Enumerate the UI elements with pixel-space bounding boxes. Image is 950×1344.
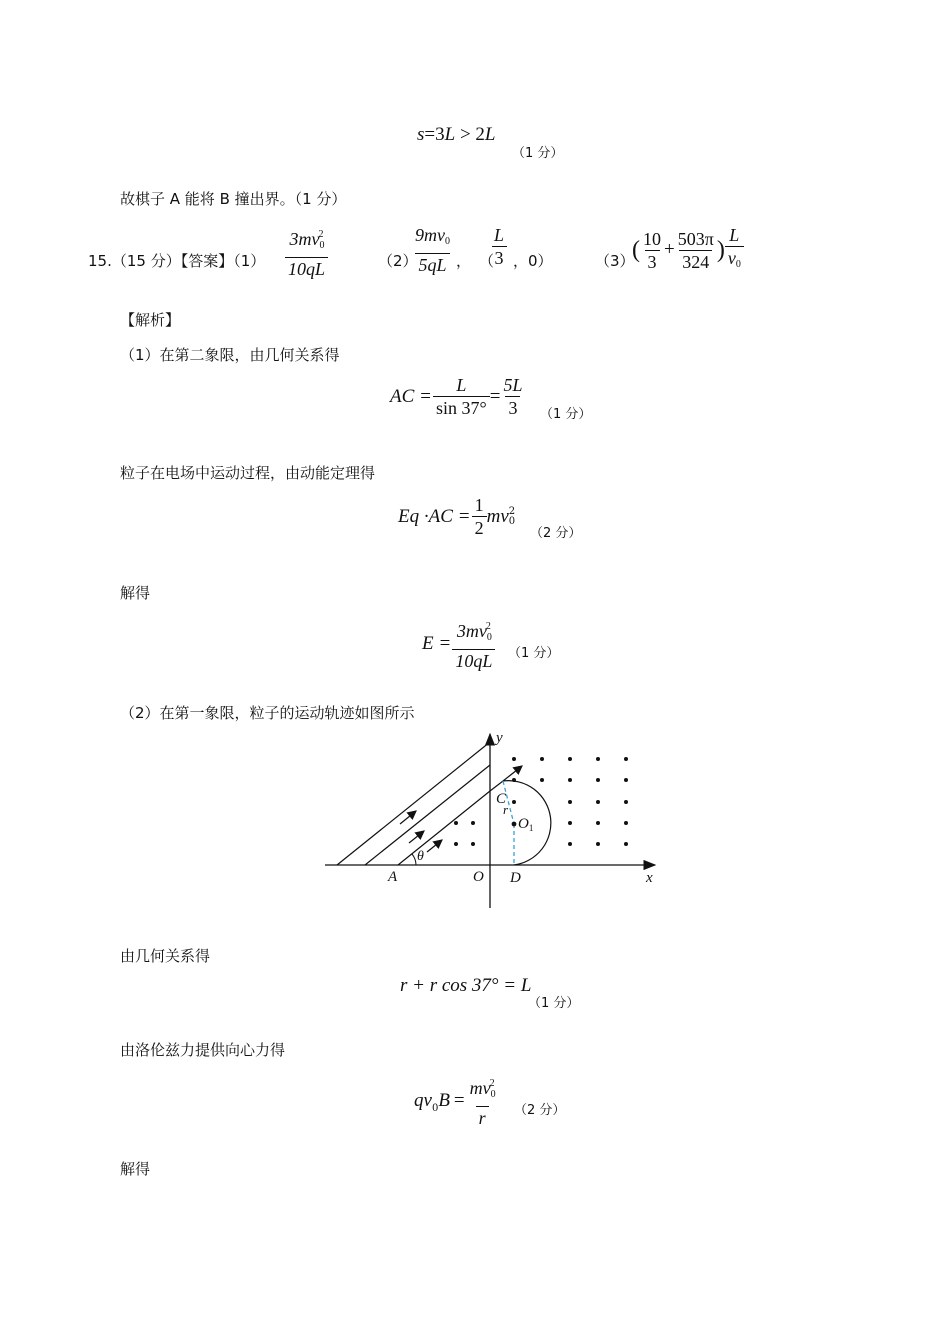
solve-label: 解得 (120, 584, 151, 602)
q15-label: 15.（15 分）【答案】（1） (88, 252, 266, 270)
field-line (365, 765, 490, 865)
equation-lorentz: qv $_0$ B = $\frac{mv_0^2}{r}$ (414, 1078, 496, 1128)
field-line (337, 742, 490, 865)
equation-ac: AC = $\frac{L}{\sin 37^\circ}$ = $\frac{5L}{3}$ (390, 375, 523, 418)
part2-label: （2） (378, 252, 418, 270)
label-O1: $O_1$ (518, 816, 534, 833)
trajectory-figure (320, 728, 660, 917)
answer2-comma: ， (456, 252, 472, 270)
score-label: （2 分） (514, 1103, 566, 1118)
score-label: （1 分） (508, 646, 560, 661)
answer1-fraction: $\frac{3mv_0^2}{10qL}$ (285, 224, 328, 280)
conclusion-line: 故棋子 A 能将 B 撞出界。（1 分） (120, 190, 347, 208)
particle-path (490, 781, 503, 791)
label-x: x (646, 870, 653, 886)
equation-E: E = $\frac{3mv_0^2}{10qL}$ (422, 616, 495, 672)
score-label: （1 分） (540, 407, 592, 422)
score-label: （1 分） (512, 146, 564, 161)
field-arrow (409, 831, 424, 843)
label-O: O (473, 869, 484, 885)
solve-label: 解得 (120, 1160, 151, 1178)
lorentz-intro: 由洛伦兹力提供向心力得 (120, 1041, 286, 1059)
label-r: r (503, 802, 509, 817)
energy-intro: 粒子在电场中运动过程，由动能定理得 (120, 464, 376, 482)
coord-fraction: $\frac{L}{3}$ (491, 224, 507, 269)
label-A: A (388, 869, 398, 885)
magnetic-field-dots (454, 757, 628, 846)
angle-arc (412, 854, 416, 865)
part3-label: （3） (595, 252, 635, 270)
equation-s: s=3L > 2L (417, 124, 496, 145)
coord-open: （ (479, 252, 495, 270)
field-arrow (427, 840, 442, 852)
equation-r: r + r cos 37° = L (400, 975, 532, 996)
label-C: C (496, 791, 507, 807)
score-label: （1 分） (528, 996, 580, 1011)
geometry-intro: 由几何关系得 (120, 947, 211, 965)
label-theta: θ (417, 849, 424, 864)
part1-intro: （1）在第二象限，由几何关系得 (120, 346, 340, 364)
score-label: （2 分） (530, 526, 582, 541)
center-point (512, 822, 517, 827)
coord-rest: ，0） (513, 252, 553, 270)
label-D: D (510, 870, 521, 886)
answer3-expression: ( $\frac{10}{3}$ + $\frac{503\pi}{324}$ ) $\frac{L}{v_0}$ (632, 224, 744, 276)
analysis-title: 【解析】 (120, 311, 181, 329)
equation-energy: Eq ·AC = $\frac{1}{2}$ mv 2 0 (398, 495, 516, 538)
label-y: y (496, 730, 503, 746)
answer2-fraction: $\frac{9mv_0}{5qL}$ (415, 225, 450, 275)
part2-intro: （2）在第一象限，粒子的运动轨迹如图所示 (120, 704, 415, 722)
